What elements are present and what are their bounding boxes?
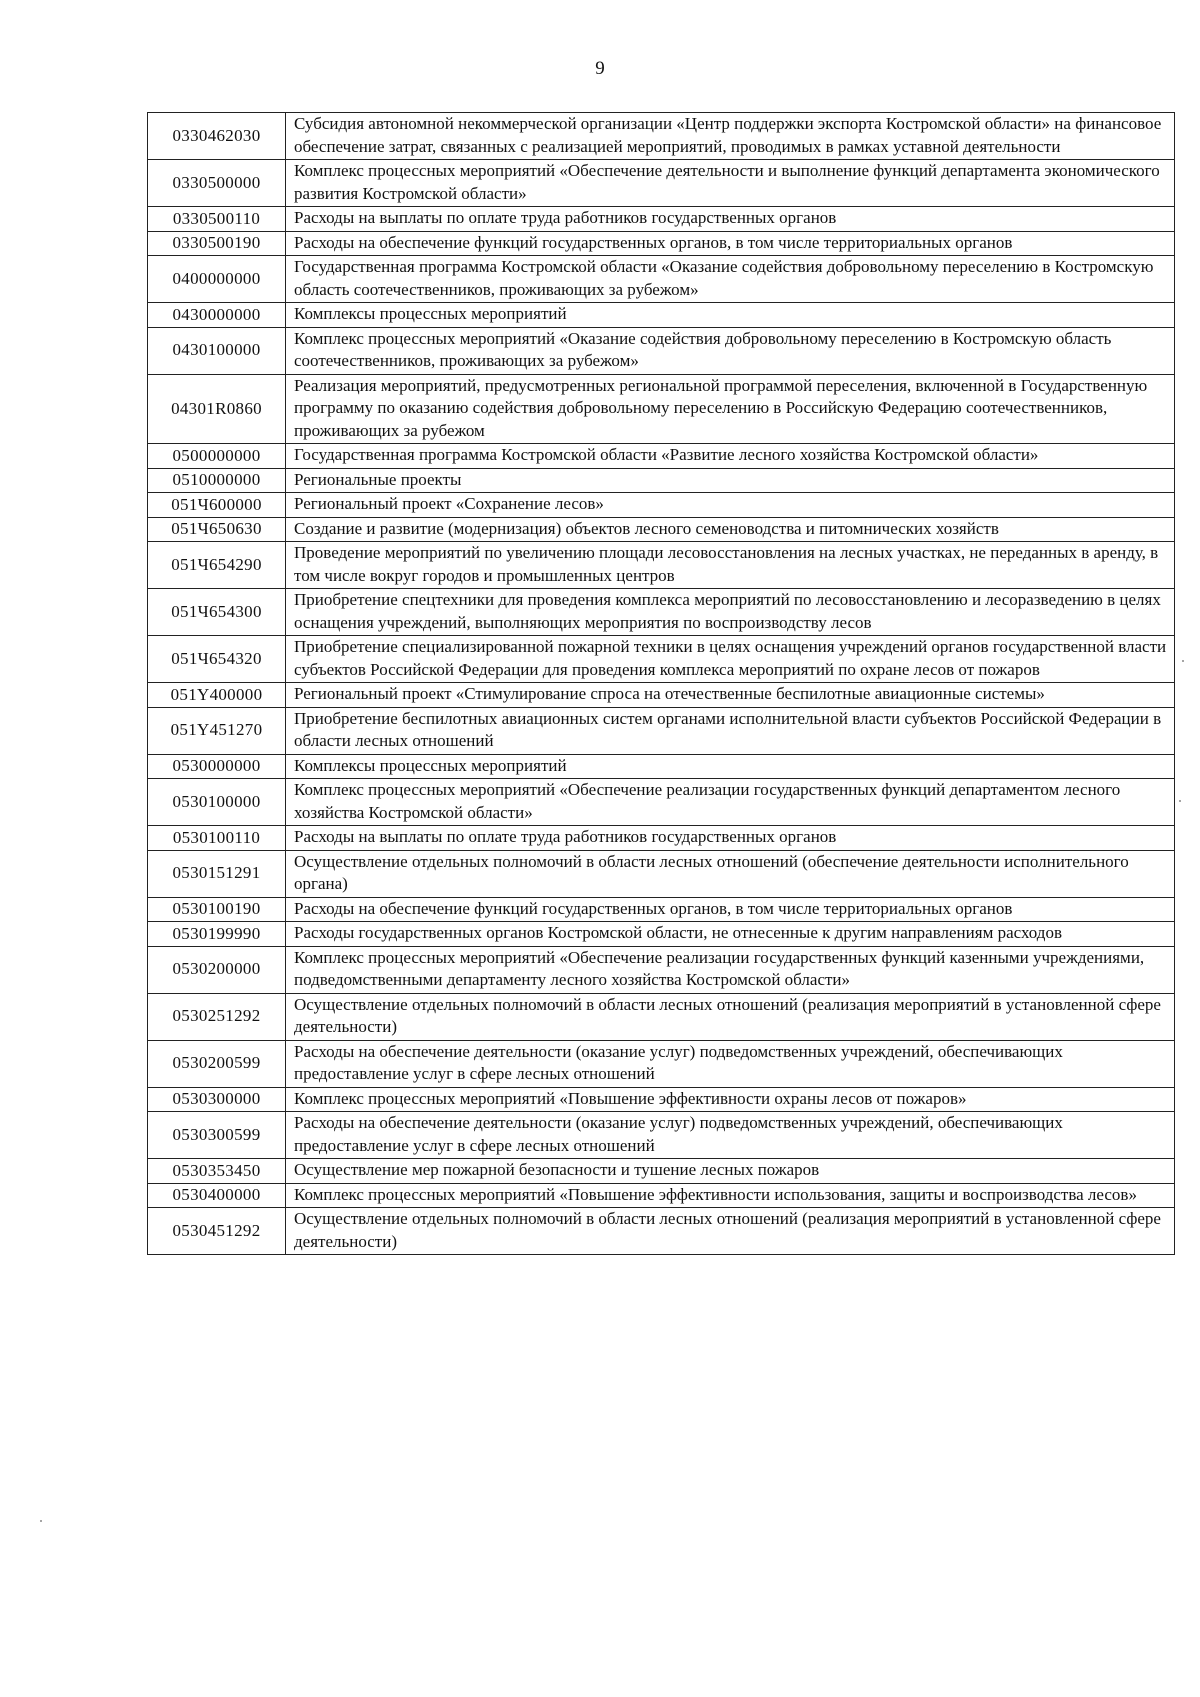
row-code: 0530151291 <box>148 850 286 897</box>
row-name: Субсидия автономной некоммерческой организации «Центр поддержки экспорта Костромской области» на финансовое обеспечение затрат, связанных с реализацией мероприятий, проводимых в рамках уставной деятельности <box>286 113 1175 160</box>
row-code: 051Ч654300 <box>148 589 286 636</box>
table-row <box>148 160 1175 207</box>
table-row <box>148 207 1175 232</box>
row-code: 0530100110 <box>148 826 286 851</box>
scan-speck <box>40 1520 42 1522</box>
row-name: Расходы на обеспечение деятельности (оказание услуг) подведомственных учреждений, обеспечивающих предоставление услуг в сфере лесных отношений <box>286 1040 1175 1087</box>
row-name: Создание и развитие (модернизация) объектов лесного семеноводства и питомнических хозяйств <box>286 517 1175 542</box>
row-code: 0400000000 <box>148 256 286 303</box>
row-code: 051Ч654290 <box>148 542 286 589</box>
row-code: 0530400000 <box>148 1183 286 1208</box>
row-code: 0530100000 <box>148 779 286 826</box>
row-name: Осуществление отдельных полномочий в области лесных отношений (обеспечение деятельности исполнительного органа) <box>286 850 1175 897</box>
row-name: Комплекс процессных мероприятий «Обеспечение реализации государственных функций казенными учреждениями, подведомственными департаменту лесного хозяйства Костромской области» <box>286 946 1175 993</box>
row-code: 0530000000 <box>148 754 286 779</box>
scan-speck <box>1179 800 1181 802</box>
table-row <box>148 1112 1175 1159</box>
table-row <box>148 897 1175 922</box>
page-number: 9 <box>595 58 605 79</box>
row-name: Комплекс процессных мероприятий «Обеспечение реализации государственных функций департаментом лесного хозяйства Костромской области» <box>286 779 1175 826</box>
row-code: 051Ч654320 <box>148 636 286 683</box>
table-row <box>148 1040 1175 1087</box>
row-name: Комплекс процессных мероприятий «Повышение эффективности использования, защиты и воспроизводства лесов» <box>286 1183 1175 1208</box>
row-code: 051Y451270 <box>148 707 286 754</box>
row-name: Расходы на обеспечение деятельности (оказание услуг) подведомственных учреждений, обеспечивающих предоставление услуг в сфере лесных отношений <box>286 1112 1175 1159</box>
row-code: 0530200000 <box>148 946 286 993</box>
table-row <box>148 946 1175 993</box>
table-row <box>148 683 1175 708</box>
table-body <box>148 113 1175 1255</box>
budget-code-table <box>147 112 1175 1255</box>
scan-speck <box>1182 660 1184 662</box>
table-row <box>148 303 1175 328</box>
row-name: Проведение мероприятий по увеличению площади лесовосстановления на лесных участках, не переданных в аренду, в том числе вокруг городов и промышленных центров <box>286 542 1175 589</box>
row-code: 0530100190 <box>148 897 286 922</box>
table-row <box>148 542 1175 589</box>
row-code: 0530300000 <box>148 1087 286 1112</box>
table-row <box>148 517 1175 542</box>
row-code: 0530451292 <box>148 1208 286 1255</box>
row-code: 0530353450 <box>148 1159 286 1184</box>
row-name: Приобретение беспилотных авиационных систем органами исполнительной власти субъектов Российской Федерации в области лесных отношений <box>286 707 1175 754</box>
row-code: 051Ч600000 <box>148 493 286 518</box>
row-name: Реализация мероприятий, предусмотренных региональной программой переселения, включенной в Государственную программу по оказанию содействия добровольному переселению в Российскую Федерацию соотечественников, проживающих за рубежом <box>286 374 1175 444</box>
row-code: 0430000000 <box>148 303 286 328</box>
row-name: Расходы на выплаты по оплате труда работников государственных органов <box>286 207 1175 232</box>
table-row <box>148 256 1175 303</box>
row-name: Расходы на выплаты по оплате труда работников государственных органов <box>286 826 1175 851</box>
row-name: Расходы на обеспечение функций государственных органов, в том числе территориальных органов <box>286 897 1175 922</box>
row-name: Государственная программа Костромской области «Развитие лесного хозяйства Костромской области» <box>286 444 1175 469</box>
table-row <box>148 444 1175 469</box>
row-code: 0530251292 <box>148 993 286 1040</box>
row-name: Региональный проект «Стимулирование спроса на отечественные беспилотные авиационные системы» <box>286 683 1175 708</box>
row-code: 0330462030 <box>148 113 286 160</box>
table-row <box>148 707 1175 754</box>
table-row <box>148 850 1175 897</box>
table-row <box>148 589 1175 636</box>
row-name: Расходы государственных органов Костромской области, не отнесенные к другим направлениям расходов <box>286 922 1175 947</box>
row-name: Комплексы процессных мероприятий <box>286 754 1175 779</box>
table-row <box>148 468 1175 493</box>
row-code: 051Ч650630 <box>148 517 286 542</box>
row-name: Приобретение специализированной пожарной техники в целях оснащения учреждений органов государственной власти субъектов Российской Федерации для проведения комплекса мероприятий по охране лесов от пожаров <box>286 636 1175 683</box>
row-code: 0330500190 <box>148 231 286 256</box>
row-name: Региональные проекты <box>286 468 1175 493</box>
row-code: 0330500110 <box>148 207 286 232</box>
table-row <box>148 1208 1175 1255</box>
row-name: Расходы на обеспечение функций государственных органов, в том числе территориальных органов <box>286 231 1175 256</box>
row-code: 0500000000 <box>148 444 286 469</box>
table-row <box>148 1183 1175 1208</box>
table-row <box>148 1159 1175 1184</box>
row-name: Комплекс процессных мероприятий «Оказание содействия добровольному переселению в Костромскую область соотечественников, проживающих за рубежом» <box>286 327 1175 374</box>
row-code: 0510000000 <box>148 468 286 493</box>
row-code: 0330500000 <box>148 160 286 207</box>
row-name: Государственная программа Костромской области «Оказание содействия добровольному переселению в Костромскую область соотечественников, проживающих за рубежом» <box>286 256 1175 303</box>
table-row <box>148 826 1175 851</box>
table-row <box>148 327 1175 374</box>
table-row <box>148 754 1175 779</box>
table-row <box>148 374 1175 444</box>
row-code: 0530199990 <box>148 922 286 947</box>
table-row <box>148 113 1175 160</box>
table-row <box>148 1087 1175 1112</box>
table-row <box>148 922 1175 947</box>
row-code: 0530200599 <box>148 1040 286 1087</box>
row-name: Осуществление отдельных полномочий в области лесных отношений (реализация мероприятий в установленной сфере деятельности) <box>286 993 1175 1040</box>
row-name: Региональный проект «Сохранение лесов» <box>286 493 1175 518</box>
table-row <box>148 231 1175 256</box>
row-code: 0430100000 <box>148 327 286 374</box>
table-row <box>148 493 1175 518</box>
table-row <box>148 993 1175 1040</box>
row-name: Осуществление отдельных полномочий в области лесных отношений (реализация мероприятий в установленной сфере деятельности) <box>286 1208 1175 1255</box>
row-name: Комплексы процессных мероприятий <box>286 303 1175 328</box>
row-code: 0530300599 <box>148 1112 286 1159</box>
row-code: 051Y400000 <box>148 683 286 708</box>
table-row <box>148 636 1175 683</box>
row-code: 04301R0860 <box>148 374 286 444</box>
row-name: Комплекс процессных мероприятий «Повышение эффективности охраны лесов от пожаров» <box>286 1087 1175 1112</box>
table-row <box>148 779 1175 826</box>
row-name: Осуществление мер пожарной безопасности и тушение лесных пожаров <box>286 1159 1175 1184</box>
row-name: Комплекс процессных мероприятий «Обеспечение деятельности и выполнение функций департамента экономического развития Костромской области» <box>286 160 1175 207</box>
row-name: Приобретение спецтехники для проведения комплекса мероприятий по лесовосстановлению и лесоразведению в целях оснащения учреждений, выполняющих мероприятия по воспроизводству лесов <box>286 589 1175 636</box>
